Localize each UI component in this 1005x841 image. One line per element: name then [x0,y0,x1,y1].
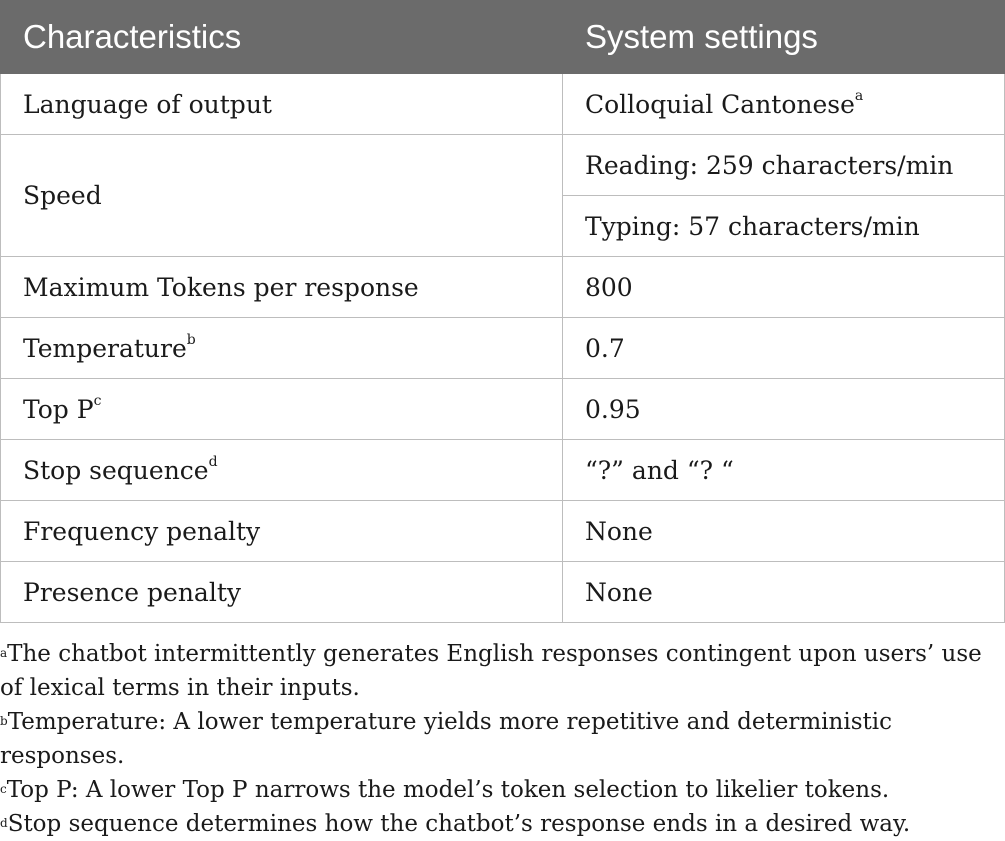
label-text: Maximum Tokens per response [23,272,419,302]
row-value-language [563,74,1005,135]
header-characteristics: Characteristics [1,1,563,74]
table-header-row [1,1,1005,74]
row-value-presence-penalty [563,562,1005,623]
label-text: Temperature [23,333,187,363]
row-label-temperature [1,318,563,379]
value-text: None [585,577,653,607]
table-row [1,74,1005,135]
label-text: Top P [23,394,94,424]
footnote-marker-b: b [186,331,196,348]
footnote-text: The chatbot intermittently generates English responses contingent upon users’ use of lexical terms in their inputs. [0,641,982,701]
label-text: Stop sequence [23,455,209,485]
value-text: 0.95 [585,394,641,424]
row-value-max-tokens [563,257,1005,318]
footnote-text: Top P: A lower Top P narrows the model’s token selection to likelier tokens. [6,777,890,803]
footnote-marker: b [0,714,8,728]
row-value-speed-reading [563,135,1005,196]
footnotes [0,637,1000,841]
row-value-speed-typing [563,196,1005,257]
label-text: Frequency penalty [23,516,261,546]
footnote-marker-d: d [208,453,218,470]
table-row [1,440,1005,501]
value-text: Colloquial Cantonese [585,89,855,119]
value-text: Typing: 57 characters/min [585,211,920,241]
row-label-language [1,74,563,135]
footnote-text: Stop sequence determines how the chatbot’s response ends in a desired way. [7,811,911,837]
footnote-d [0,807,1000,841]
row-value-stop-sequence [563,440,1005,501]
value-text: 0.7 [585,333,625,363]
table-row [1,501,1005,562]
row-label-top-p [1,379,563,440]
value-text: “?” and “? “ [585,455,734,485]
footnote-b [0,705,1000,773]
footnote-marker-a: a [854,87,864,104]
table-row [1,562,1005,623]
label-text: Speed [23,181,102,210]
value-text: None [585,516,653,546]
row-label-presence-penalty [1,562,563,623]
label-text: Language of output [23,89,272,119]
footnote-marker: c [0,782,7,796]
row-label-stop-sequence [1,440,563,501]
value-text: 800 [585,272,633,302]
footnote-marker: d [0,816,8,830]
row-label-frequency-penalty [1,501,563,562]
row-label-max-tokens [1,257,563,318]
row-value-temperature [563,318,1005,379]
footnote-marker: a [0,646,8,660]
row-value-frequency-penalty [563,501,1005,562]
table-row [1,135,1005,196]
value-text: Reading: 259 characters/min [585,150,954,180]
table-row [1,379,1005,440]
table-row [1,257,1005,318]
row-value-top-p [563,379,1005,440]
footnote-text: Temperature: A lower temperature yields more repetitive and deterministic responses. [0,709,892,769]
header-system-settings: System settings [563,1,1005,74]
table-row [1,318,1005,379]
footnote-c [0,773,1000,807]
footnote-marker-c: c [93,392,102,409]
label-text: Presence penalty [23,577,242,607]
row-label-speed [1,135,563,257]
footnote-a [0,637,1000,705]
